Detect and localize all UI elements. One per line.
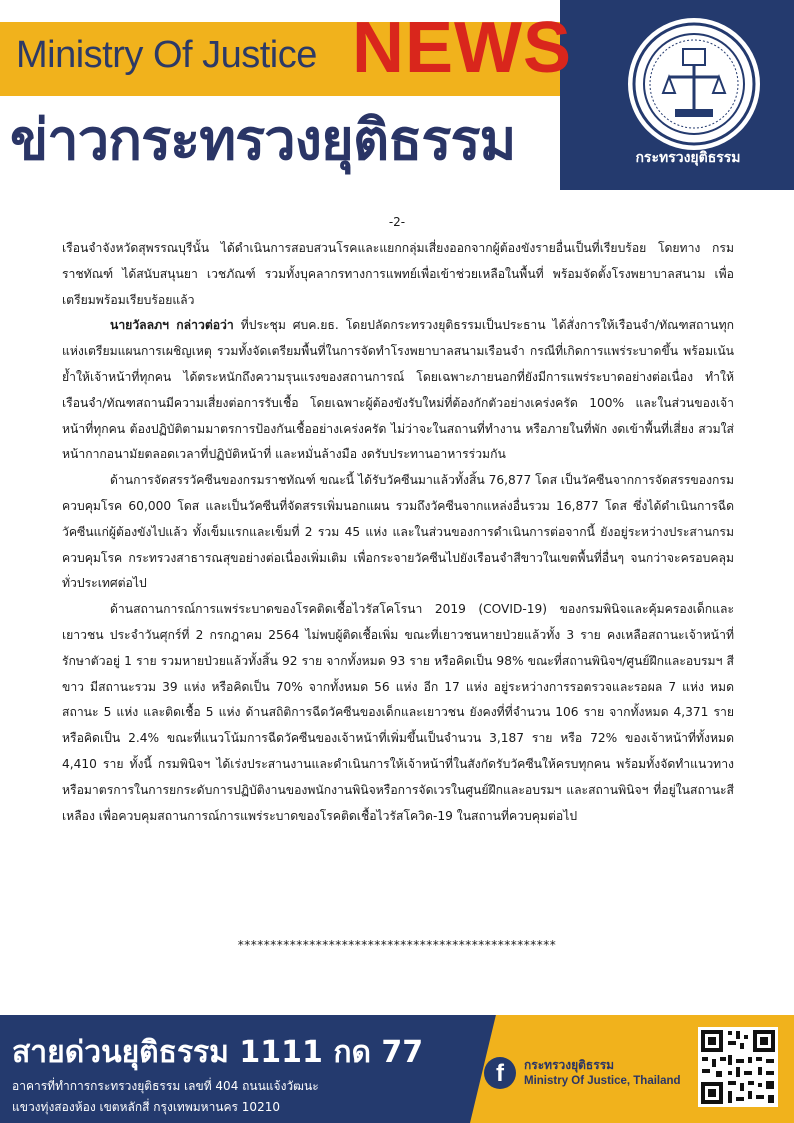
facebook-name-en[interactable]: Ministry Of Justice, Thailand bbox=[524, 1075, 681, 1087]
paragraph-1: เรือนจำจังหวัดสุพรรณบุรีนั้น ได้ดำเนินการสอบสวนโรคและแยกกลุ่มเสี่ยงออกจากผู้ต้องขังรายอื่นเป็นที่เรียบร้อย โดยทาง กรมราชทัณฑ์ ได้สนับสนุนยา เวชภัณฑ์ รวมทั้งบุคลากรทางการแพทย์เพื่อเข้าช่วยเหลือในพื้นที่ พร้อมจัดตั้งโรงพยาบาลสนาม เพื่อเตรียมพร้อมเรียบร้อยแล้ว bbox=[62, 241, 734, 307]
ministry-seal-icon bbox=[628, 18, 760, 150]
header-title-th: ข่าวกระทรวงยุติธรรม bbox=[10, 108, 516, 173]
end-marker: ************************************************* bbox=[237, 938, 557, 952]
facebook-icon[interactable]: f bbox=[484, 1057, 516, 1089]
paragraph-2-lead: นายวัลลภฯ กล่าวต่อว่า bbox=[110, 318, 234, 333]
page-number: -2- bbox=[388, 215, 406, 229]
paragraph-2-text: ที่ประชุม ศบค.ยธ. โดยปลัดกระทรวงยุติธรรมเป็นประธาน ได้สั่งการให้เรือนจำ/ทัณฑสถานทุกแห่งเตรียมแผนการเผชิญเหตุ รวมทั้งจัดเตรียมพื้นที่ในการจัดทำโรงพยาบาลสนามเรือนจำ กรณีที่เกิดการแพร่ระบาดขึ้น พร้อมเน้นย้ำให้เจ้าหน้าที่ทุกคน ได้ตระหนักถึงความรุนแรงของสถานการณ์ โดยเฉพาะภายนอกที่ยังมีการแพร่ระบาดอย่างต่อเนื่อง ทำให้เรือนจำ/ทัณฑสถานมีความเสี่ยงต่อการรับเชื้อ โดยเฉพาะผู้ต้องขังรับใหม่ที่ต้องกักตัวอย่างเคร่งครัด 100% และในส่วนของเจ้าหน้าที่ทุกคน ต้องปฏิบัติตามมาตรการป้องกันเชื้ออย่างเคร่งครัด ไม่ว่าจะในสถานที่ทำงาน หรือภายในที่พัก งดเข้าพื้นที่เสี่ยง สวมใส่หน้ากากอนามัยตลอดเวลาที่ปฏิบัติหน้าที่ และหมั่นล้างมือ งดรับประทานอาหารร่วมกัน bbox=[62, 318, 734, 462]
paragraph-4: ด้านสถานการณ์การแพร่ระบาดของโรคติดเชื้อไวรัสโคโรนา 2019 (COVID-19) ของกรมพินิจและคุ้มครองเด็กและเยาวชน ประจำวันศุกร์ที่ 2 กรกฎาคม 2564 ไม่พบผู้ติดเชื้อเพิ่ม ขณะที่เยาวชนหายป่วยแล้วทั้ง 3 ราย คงเหลือสถานะเจ้าหน้าที่รักษาตัวอยู่ 1 ราย รวมหายป่วยแล้วทั้งสิ้น 92 ราย จากทั้งหมด 93 ราย หรือคิดเป็น 98% ขณะที่สถานพินิจฯ/ศูนย์ฝึกและอบรมฯ สีขาว มีสถานะรวม 39 แห่ง หรือคิดเป็น 70% จากทั้งหมด 56 แห่ง อีก 17 แห่ง อยู่ระหว่างการรอตรวจและรอผล 7 แห่ง หมดสถานะ 5 แห่ง และติดเชื้อ 5 แห่ง ด้านสถิติการฉีดวัคซีนของเด็กและเยาวชน ยังคงที่ที่จำนวน 106 ราย จากทั้งหมด 4,371 ราย หรือคิดเป็น 2.4% ขณะที่แนวโน้มการฉีดวัคซีนของเจ้าหน้าที่เพิ่มขึ้นเป็นจำนวน 3,187 ราย หรือ 72% ของเจ้าหน้าที่ทั้งหมด 4,410 ราย ทั้งนี้ กรมพินิจฯ ได้เร่งประสานงานและดำเนินการให้เจ้าหน้าที่ในสังกัดรับวัคซีนให้ครบทุกคน พร้อมทั้งจัดทำแนวทางหรือมาตรการในการยกระดับการปฏิบัติงานของพนักงานพินิจหรือการจัดเวรในศูนย์ฝึกและอบรมฯ และสถานพินิจฯ ที่อยู่ในสถานะสีเหลือง เพื่อควบคุมสถานการณ์การแพร่ระบาดของโรคติดเชื้อไวรัสโควิด-19 ในสถานที่ควบคุมต่อไป bbox=[62, 602, 734, 823]
seal-label: กระทรวงยุติธรรม bbox=[635, 150, 741, 166]
header-title-news: NEWS bbox=[352, 8, 572, 88]
footer-address-line1: อาคารที่ทำการกระทรวงยุติธรรม เลขที่ 404 ถนนแจ้งวัฒนะ bbox=[12, 1079, 319, 1093]
paragraph-3: ด้านการจัดสรรวัคซีนของกรมราชทัณฑ์ ขณะนี้ ได้รับวัคซีนมาแล้วทั้งสิ้น 76,877 โดส เป็นวัคซีนจากการจัดสรรของกรมควบคุมโรค 60,000 โดส และเป็นวัคซีนที่จัดสรรเพิ่มนอกแผน รวมถึงวัคซีนจากแหล่งอื่นรวม 16,877 โดส ซึ่งได้ดำเนินการฉีดวัคซีนแก่ผู้ต้องขังไปแล้ว ทั้งเข็มแรกและเข็มที่ 2 รวม 45 แห่ง และในส่วนของการดำเนินการต่อจากนี้ ยังอยู่ระหว่างประสานกรมควบคุมโรค กระทรวงสาธารณสุขอย่างต่อเนื่องเพิ่มเติม เพื่อกระจายวัคซีนไปยังเรือนจำสีขาวในเขตพื้นที่อื่นๆ จนกว่าจะครอบคลุมทั่วประเทศต่อไป bbox=[62, 473, 734, 591]
facebook-name-th[interactable]: กระทรวงยุติธรรม bbox=[524, 1058, 615, 1072]
qr-code-icon bbox=[698, 1027, 778, 1107]
article-body bbox=[62, 236, 734, 829]
header-title-en: Ministry Of Justice bbox=[16, 34, 317, 76]
footer-hotline: สายด่วนยุติธรรม 1111 กด 77 bbox=[12, 1035, 424, 1070]
paragraph-2 bbox=[62, 313, 734, 468]
footer-address-line2: แขวงทุ่งสองห้อง เขตหลักสี่ กรุงเทพมหานคร 10210 bbox=[12, 1100, 280, 1114]
